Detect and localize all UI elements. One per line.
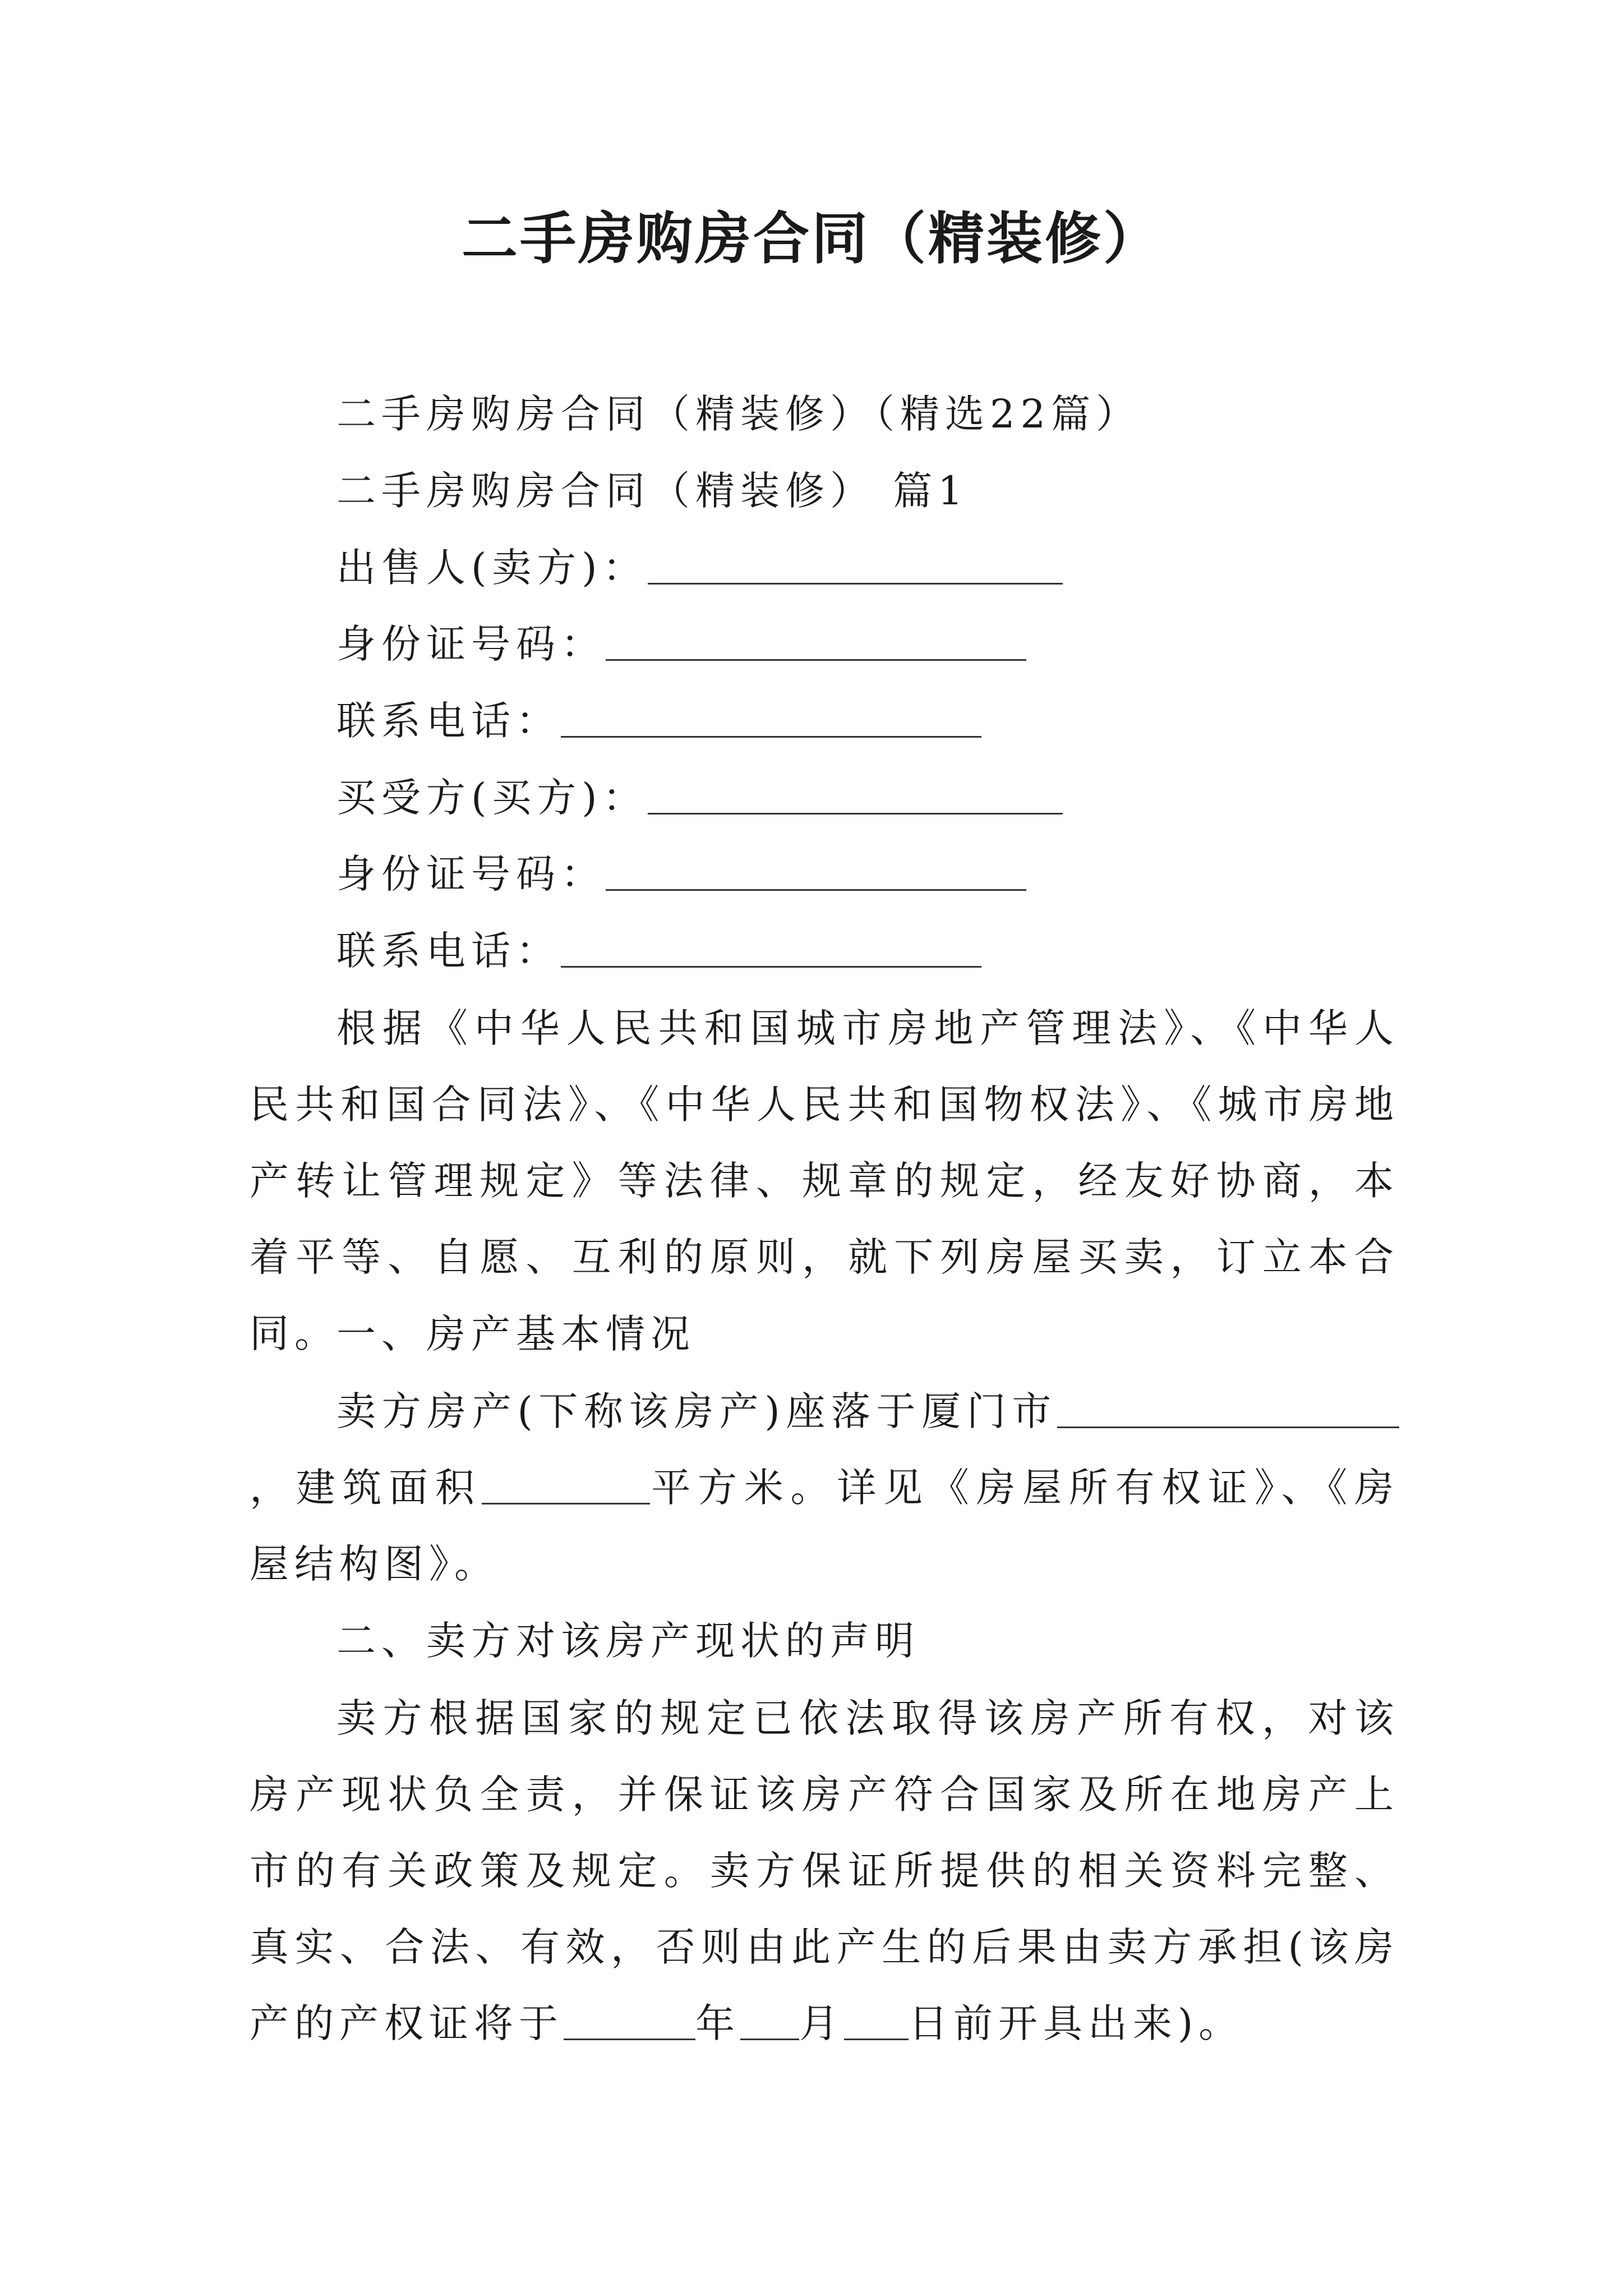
buyer-field [336, 770, 1063, 826]
clause-2-year: 年 [695, 2000, 740, 2046]
seller-id-blank[interactable] [606, 620, 1026, 661]
clause-1-text-a: 卖方房产(下称该房产)座落于厦门市 [336, 1388, 1057, 1434]
clause-2-day: 日前开具出来)。 [909, 2000, 1244, 2046]
seller-phone-label: 联系电话： [336, 698, 561, 744]
buyer-id-label: 身份证号码： [336, 851, 606, 897]
buyer-phone-label: 联系电话： [336, 928, 561, 974]
clause-1-text-b: ，建筑面积 [250, 1465, 482, 1511]
clause-1-heading: 一、房产基本情况 [336, 1311, 695, 1357]
buyer-label: 买受方(买方)： [336, 775, 648, 821]
seller-id-field [336, 616, 1026, 672]
clause-2-text-a: 卖方根据国家的规定已依法取得该房产所有权，对该房产现状负全责，并保证该房产符合国家及所在地房产上市的有关政策及规定。卖方保证所提供的相关资料完整、真实、合法、有效，否则由此产生的后果由卖方承担(该房产的产权证将于 [250, 1695, 1399, 2046]
buyer-id-blank[interactable] [606, 850, 1026, 891]
seller-label: 出售人(卖方)： [336, 545, 648, 591]
clause-2-text [250, 1680, 1399, 2062]
day-blank[interactable] [844, 1999, 909, 2040]
document-title: 二手房购房合同（精装修） [462, 205, 1161, 272]
clause-1-text-c: 平方米。详见《房屋所有权证》、《房屋结构图》。 [250, 1465, 1400, 1587]
document-subtitle: 二手房购房合同（精装修）（精选22篇） [336, 391, 1141, 437]
buyer-blank[interactable] [648, 774, 1063, 815]
seller-field [336, 540, 1063, 596]
buyer-phone-blank[interactable] [561, 927, 981, 968]
buyer-phone-field [336, 923, 981, 979]
buyer-id-field [336, 846, 1026, 902]
clause-1-text [250, 1373, 1399, 1602]
seller-id-label: 身份证号码： [336, 621, 606, 667]
seller-phone-blank[interactable] [561, 697, 981, 738]
clause-2-heading: 二、卖方对该房产现状的声明 [336, 1618, 920, 1664]
seller-phone-field [336, 693, 981, 749]
address-blank[interactable] [1057, 1387, 1399, 1428]
area-blank[interactable] [482, 1464, 650, 1504]
year-blank[interactable] [564, 1999, 695, 2040]
month-blank[interactable] [740, 1999, 799, 2040]
seller-blank[interactable] [648, 544, 1063, 585]
intro-paragraph: 根据《中华人民共和国城市房地产管理法》、《中华人民共和国合同法》、《中华人民共和国物权法》、《城市房地产转让管理规定》等法律、规章的规定，经友好协商，本着平等、自愿、互利的原则，就下列房屋买卖，订立本合同。 [250, 1005, 1399, 1356]
section-heading: 二手房购房合同（精装修） 篇1 [336, 468, 969, 514]
clause-2-month: 月 [799, 2000, 844, 2046]
